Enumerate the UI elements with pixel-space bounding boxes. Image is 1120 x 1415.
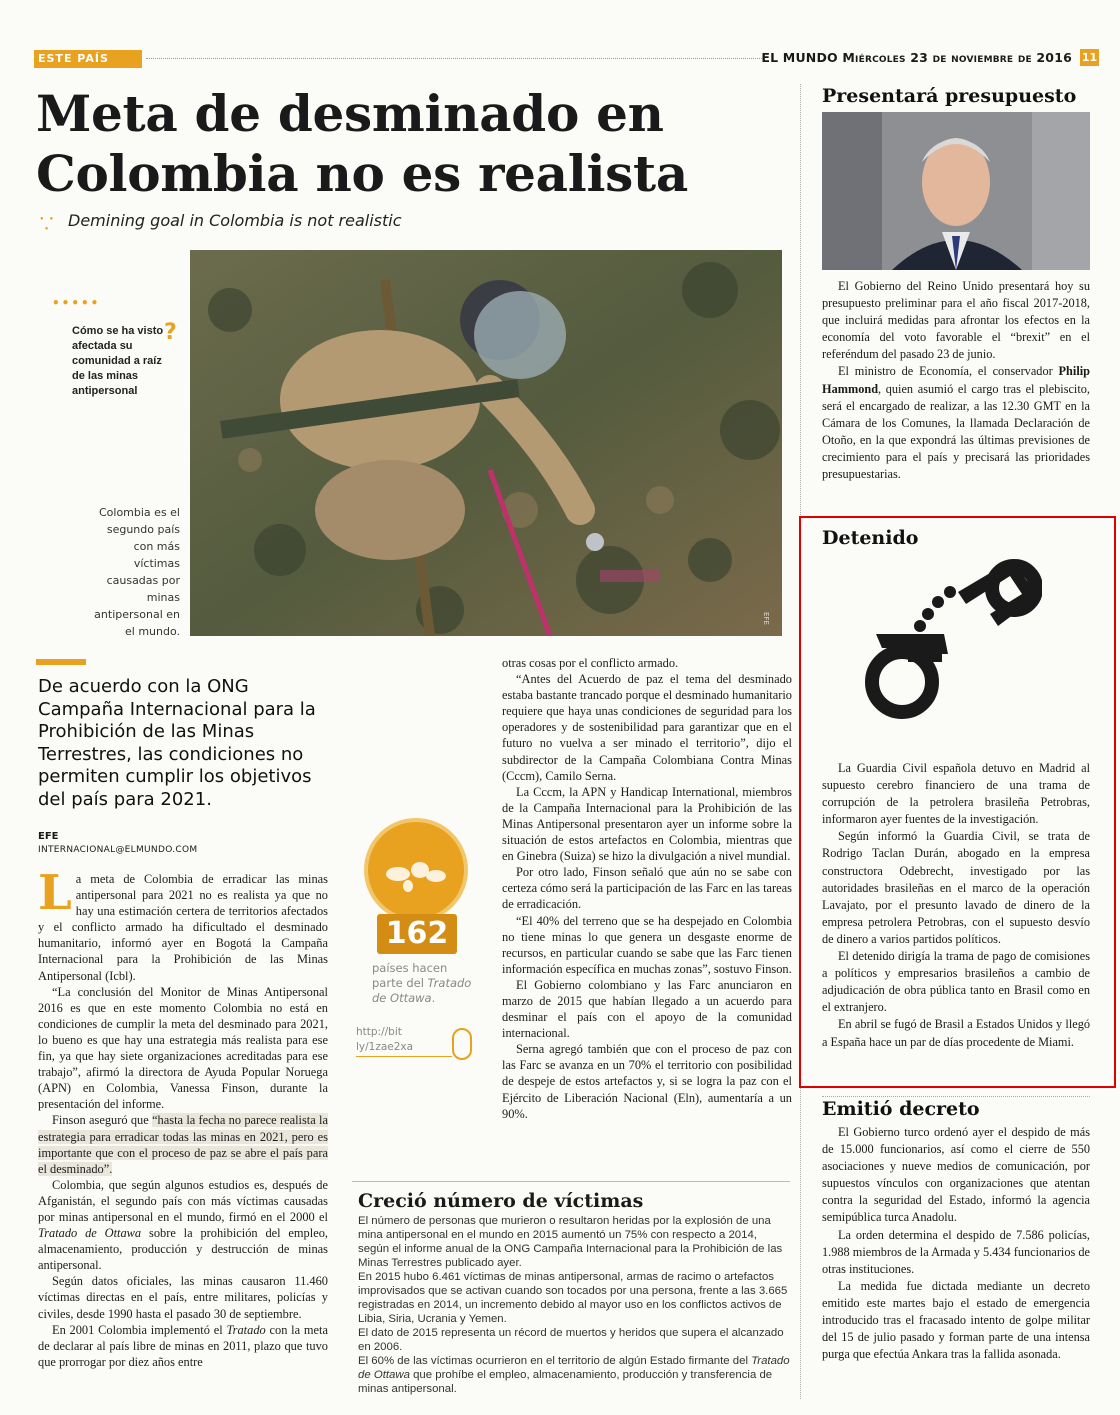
victims-box (352, 1180, 790, 1396)
victims-body (352, 1214, 790, 1396)
paragraph: Serna agregó también que con el proceso de paz con las Farc se avanza en un 70% el territorio con posibilidad de despeje de estos artefactos y, si se logra la paz con el Ejército de Liberación Nacional (Eln), aumentaría a un 90%. (502, 1042, 792, 1121)
article-column-2 (502, 655, 792, 1122)
mouse-icon (452, 1028, 472, 1060)
paragraph: Según datos oficiales, las minas causaron 11.460 víctimas directas en el país, entre militares, policías y civiles, desde 1990 hasta el pasado 30 de septiembre. (38, 1274, 328, 1321)
sidebar-note (52, 296, 172, 399)
paragraph: Según informó la Guardia Civil, se trata de Rodrigo Taclan Durán, abogado en la empresa constructora Odebrecht, investigado por las autoridades brasileñas en el marco de la operación Lavajato, por el presunto lavado de dinero de la empresa petrolera Petrobras, con el supuesto desvío de dinero a varios partidos políticos. (822, 829, 1090, 946)
byline: EFE (38, 831, 59, 842)
issue-date: Miércoles 23 de noviembre de 2016 (842, 50, 1072, 65)
paragraph-text: sobre la prohibición del empleo, almacenamiento, producción y destrucción de minas antipersonal. (38, 1226, 328, 1273)
photo-caption: Colombia es el segundo país con más víctimas causadas por minas antipersonal en el mundo. (94, 506, 180, 638)
short-link[interactable]: http://bit ly/1zae2xa (356, 1026, 414, 1053)
highlighted-quote: “hasta la fecha no parece realista la estrategia para erradicar todas las minas en 2021, pero es importante que con el proceso de paz se abre el país para el desminado”. (38, 1113, 328, 1176)
paragraph-text: En 2001 Colombia implementó el (52, 1322, 223, 1337)
presupuesto-title: Presentará presupuesto (822, 85, 1077, 107)
handcuffs-icon (862, 556, 1042, 741)
paragraph: La Guardia Civil española detuvo en Madrid al supuesto cerebro financiero de una trama de corrupción de la petrolera brasileña Petrobras, informaron ayer fuentes de la investigación. (822, 761, 1090, 827)
paragraph: El detenido dirigía la trama de pago de comisiones a políticos y empresarios brasileños a cambio de adjudicación de obra pública tanto en Brasil como en el extranjero. (822, 949, 1090, 1015)
hammond-portrait (822, 112, 1090, 270)
decreto-body (822, 1124, 1090, 1363)
question-icon: ? (164, 320, 177, 345)
paragraph: El Gobierno colombiano y las Farc anunciaron en marzo de 2015 que habían llegado a un acuerdo para desminar el país con el apoyo de la comunidad internacional. (502, 977, 792, 1041)
treaty-name: Tratado de Ottawa (358, 1355, 790, 1381)
headline (36, 84, 756, 204)
paragraph-text: que prohíbe el empleo, almacenamiento, producción y transferencia de minas antipersonal. (358, 1369, 773, 1395)
link-underline (356, 1056, 452, 1057)
paragraph: La orden determina el despido de 7.586 policías, 1.988 miembros de la Armada y 5.434 funcionarios de otras instituciones. (822, 1227, 1090, 1276)
paragraph (38, 1177, 328, 1274)
paragraph: El dato de 2015 representa un récord de muertos y heridos que supera el alcanzado en 2006. (358, 1327, 784, 1353)
paragraph: “El 40% del terreno que se ha despejado en Colombia no tiene minas lo que genera un desgaste enorme de recursos, en particular cuando se sabe que las Farc tienen información específica en muchas zonas”, sostuvo Finson. (502, 913, 792, 976)
victims-title: Creció número de víctimas (358, 1190, 644, 1212)
lede: De acuerdo con la ONG Campaña Internacional para la Prohibición de las Minas Terrestres, las condiciones no permiten cumplir los objetivos del país para 2021. (38, 676, 316, 810)
treaty-name: Tratado (226, 1322, 266, 1337)
masthead (761, 50, 1072, 65)
section-tag: ESTE PAÍS (34, 50, 142, 68)
decreto-title: Emitió decreto (822, 1098, 980, 1120)
person-name: Philip Hammond (822, 364, 1090, 396)
paragraph (358, 1354, 790, 1396)
section-rule (822, 1096, 1090, 1097)
page-number: 11 (1081, 51, 1098, 64)
paragraph: En abril se fugó de Brasil a Estados Unidos y llegó a España hace un par de días procedente de Miami. (822, 1017, 1090, 1049)
paragraph-text: El 60% de las víctimas ocurrieron en el territorio de algún Estado firmante del (358, 1355, 749, 1367)
paragraph (822, 363, 1090, 483)
paragraph: “La conclusión del Monitor de Minas Antipersonal 2016 es que en este momento Colombia no está en condiciones de cumplir la meta del desminado para 2021, lo bueno es que hay una estrategia más realista para ese fin, ya que hay siete organizaciones acreditadas para ese trabajo”, afirmó la directora de Ayuda Popular Noruega (APN) en Colombia, Vanessa Finson, durante la presentación del informe. (38, 984, 328, 1112)
paragraph-text: , quien asumió el cargo tras el plebiscito, será el encargado de realizar, a las 12.30 GMT en la Cámara de los Comunes, la llamada Declaración de Otoño, en la que expondrá las últimas previsiones de crecimiento para el país y precisará las prioridades presupuestarias. (822, 381, 1090, 482)
paragraph-text: con la meta de declarar al país libre de minas en 2011, plazo que tuvo que prorrogar por diez años entre (38, 1322, 328, 1369)
paragraph: El Gobierno turco ordenó ayer el despido de más de 15.000 funcionarios, así como el cierre de 550 asociaciones y nueve medios de comunicación, por supuestos vínculos con organizaciones que atentan contra la seguridad del Estado, informó la agencia semipública turca Anadolu. (822, 1125, 1090, 1225)
paragraph: En 2015 hubo 6.461 víctimas de minas antipersonal, armas de racimo o artefactos improvisados que se activan cuando son tocados por una persona, frente a las 3.665 registradas en 2014, un incremento debido al mayor uso en los conflictos activos de Libia, Siria, Ucrania y Yemen. (358, 1271, 788, 1325)
detenido-body (822, 760, 1090, 1051)
handcuffs-graphic (862, 556, 1042, 736)
presupuesto-body (822, 278, 1090, 483)
paragraph: El Gobierno del Reino Unido presentará hoy su presupuesto preliminar para el año fiscal 2017-2018, que incluirá medidas para afrontar los efectos en la economía del voto favorable el “brexit” en el referéndum del pasado 23 de junio. (822, 279, 1090, 362)
countries-text (372, 961, 472, 1006)
countries-text-end: . (431, 991, 436, 1005)
paragraph (38, 1112, 328, 1176)
headline-line-2: Colombia no es realista (36, 144, 688, 203)
paragraph: La medida fue dictada mediante un decreto emitido este martes bajo el estado de emergencia introducido tras el fracasado intento de golpe militar del 15 de julio pasado y forman parte de una intensa purga que efectúa Ankara tras la fallida asonada. (822, 1278, 1090, 1362)
paragraph: Por otro lado, Finson señaló que aún no se sabe con certeza cómo será la participación de las Farc en las tareas de erradicación. (502, 865, 792, 912)
lede-marker (36, 659, 86, 665)
photo-credit: EFE (762, 612, 770, 625)
paragraph-text: a meta de Colombia de erradicar las minas antipersonal para 2021 no es realista ya que no hay una estimación certera de territorios afectados y el conflicto armado ha dificultado el desminado humanitario, informó ayer en Bogotá la Campaña Internacional para la Prohibición de las Minas Antipersonal (Icbl). (38, 872, 328, 983)
detenido-title: Detenido (822, 527, 919, 549)
hammond-photo (822, 112, 1090, 270)
paper-name: EL MUNDO (761, 50, 838, 65)
byline-email[interactable]: INTERNACIONAL@ELMUNDO.COM (38, 845, 198, 855)
sidebar-note-text: Cómo se ha visto afectada su comunidad a raíz de las minas antipersonal (72, 325, 164, 397)
paragraph: El número de personas que murieron o resultaron heridas por la explosión de una mina antipersonal en el mundo en 2015 aumentó un 75% con respecto a 2014, según el informe anual de la ONG Campaña Internacional para la Prohibición de las Minas Terrestres publicado ayer. (358, 1215, 783, 1269)
paragraph-text: El ministro de Economía, el conservador (838, 364, 1053, 379)
paragraph (38, 865, 328, 984)
countries-count: 162 (377, 914, 457, 954)
world-map-icon (364, 818, 468, 922)
dropcap: L (38, 865, 72, 921)
article-column-1 (38, 865, 328, 1370)
paragraph-text: Finson aseguró que (52, 1113, 149, 1128)
paragraph: La Cccm, la APN y Handicap International, miembros de la Campaña Internacional para la Prohibición de las Minas Antipersonal presentaron ayer un informe sobre la situación de estos artefactos en Colombia, mientras que en Ginebra (Suiza) se hizo la divulgación a nivel mundial. (502, 784, 792, 864)
treaty-name: Tratado de Ottawa (372, 976, 472, 1005)
paragraph: otras cosas por el conflicto armado. (502, 656, 679, 670)
deminer-photo (190, 250, 782, 636)
paragraph (38, 1322, 328, 1370)
paragraph: “Antes del Acuerdo de paz el tema del desminado estaba bastante trancado porque el desminado humanitario requiere que haya unas condiciones de seguridad para los operadores y de sostenibilidad para garantizar que en el futuro no vuelva a ser minado el territorio”, dijo el subdirector de la Campaña Colombiana Contra Minas (Cccm), Camilo Serna. (502, 672, 792, 783)
header-rule (146, 58, 764, 59)
world-map-graphic (368, 822, 464, 918)
countries-text-start: países hacen parte del (372, 961, 448, 990)
paragraph-text: Colombia, que según algunos estudios es, después de Afganistán, el segundo país con más víctimas causadas por minas antipersonal en el mundo, firmó en el 2000 el (38, 1177, 328, 1224)
headline-line-1: Meta de desminado en (36, 84, 664, 143)
deminer-photo-illustration (190, 250, 782, 636)
dots-decoration: ••••• (52, 296, 101, 310)
treaty-name: Tratado de Ottawa (38, 1226, 142, 1241)
subhead-marker-icon: ⸪ (40, 214, 54, 233)
subhead: Demining goal in Colombia is not realistic (68, 211, 402, 230)
